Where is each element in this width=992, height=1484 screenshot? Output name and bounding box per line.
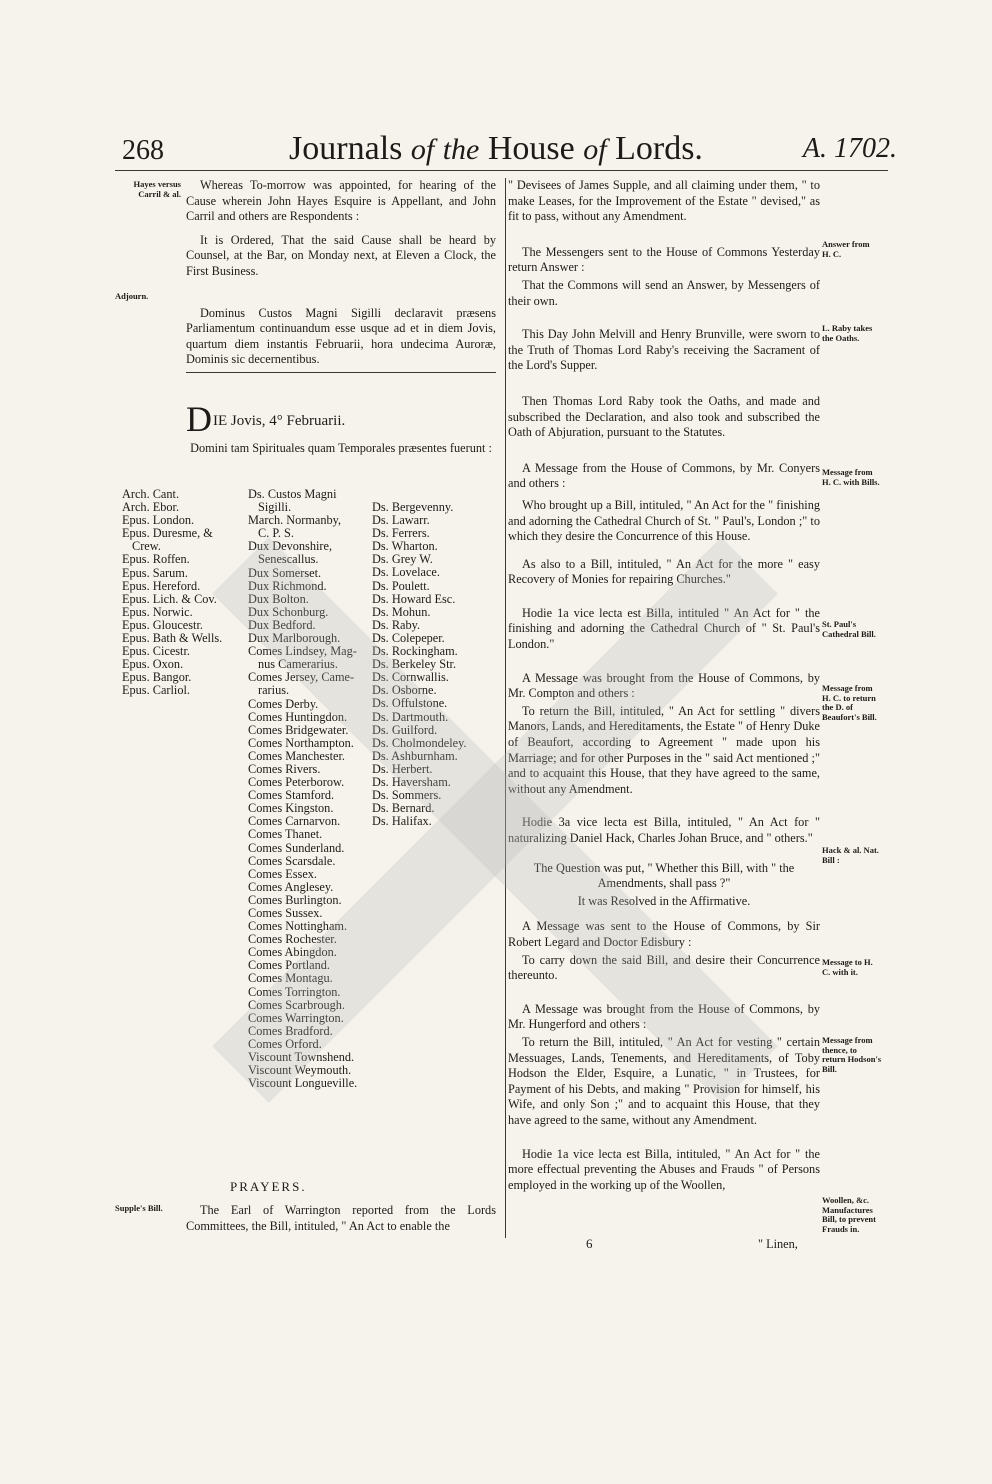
beaufort-bill: To return the Bill, intituled, " An Act for settling " divers Manors, Lands, and Hereditaments, the Estate " of Henry Duke of Beaufort, according to Agreement " made upon his Marriage; and for other Purposes in the " said Act mentioned ;" and to acquaint this House, that they have agreed to the same, without any Amendment. (508, 703, 820, 796)
list-item: Ds. Bergevenny. (372, 500, 454, 514)
hodson-bill: To return the Bill, intituled, " An Act for vesting " certain Messuages, Lands, Tenements, and Hereditaments, of Toby Hodson the Elder, Esquire, a Lunatic, " in Trustees, for Payment of his Debts, and making " Provision for himself, his Wife, and only Son ;" and to acquaint this House, that they have agreed to the same, without any Amendment. (508, 1034, 820, 1127)
list-item: Ds. Guilford. (372, 722, 438, 737)
list-item: Viscount Townshend. (248, 1050, 355, 1065)
list-item: Ds. Mohun. (372, 604, 431, 619)
list-item: Ds. Lawarr. (372, 513, 430, 528)
list-item: March. Normanby, (248, 513, 342, 528)
column-divider (505, 178, 506, 1238)
list-item: Ds. Ashburnham. (372, 748, 458, 763)
list-item: Comes Essex. (248, 866, 317, 881)
list-item: Comes Derby. (248, 696, 319, 711)
title-word: of (410, 133, 435, 166)
woollen-bill: Hodie 1a vice lecta est Billa, intituled, " An Act for " the more effectual preventing the Abuses and Frauds " of Persons employed in the working up of the Woollen, (508, 1146, 820, 1192)
raby-sworn: This Day John Melvill and Henry Brunville, were sworn to the Truth of Thomas Lord Raby's receiving the Sacrament of the Lord's Supper. (508, 327, 820, 373)
list-item: Comes Montagu. (248, 971, 333, 986)
margin-note: Supple's Bill. (115, 1203, 163, 1213)
margin-note: Hayes versus Carril & al. (133, 179, 181, 199)
hayes-paragraph: Whereas To-morrow was appointed, for hearing of the Cause wherein John Hayes Esquire is Appellant, and John Carril and others are Respondents : (186, 178, 496, 224)
margin-note: Hack & al. Nat. Bill : (822, 845, 879, 865)
title-word: Journals (289, 130, 403, 167)
list-item: Epus. London. (122, 513, 195, 528)
title-word: House (487, 130, 575, 167)
list-item: Ds. Dartmouth. (372, 709, 449, 724)
list-item: Epus. Lich. & Cov. (122, 591, 217, 606)
list-item (248, 553, 372, 566)
list-item: Ds. Cornwallis. (372, 670, 449, 685)
list-item: Comes Northampton. (248, 735, 354, 750)
list-item: Comes Huntingdon. (248, 709, 348, 724)
list-item: Comes Torrington. (248, 984, 341, 999)
list-item: Comes Nottingham. (248, 919, 348, 934)
margin-note: Message from thence, to return Hodson's Bill. (822, 1035, 882, 1074)
list-item: Comes Portland. (248, 958, 330, 973)
list-item-cont: Crew. (132, 539, 161, 554)
list-item: Ds. Herbert. (372, 761, 433, 776)
list-item: Ds. Rockingham. (372, 644, 458, 659)
list-item: Epus. Carliol. (122, 683, 190, 698)
list-item: Dux Somerset. (248, 565, 322, 580)
list-item: Ds. Cholmondeley. (372, 735, 467, 750)
catchword: " Linen, (758, 1237, 798, 1251)
list-item: Ds. Wharton. (372, 539, 438, 554)
list-item: Ds. Howard Esc. (372, 591, 456, 606)
list-item: Epus. Duresme, & (122, 526, 213, 541)
margin-note: Message to H. C. with it. (822, 957, 873, 977)
list-item: Comes Carnarvon. (248, 814, 341, 829)
margin-note: Message from H. C. to return the D. of Beaufort's Bill. (822, 683, 877, 722)
day-heading-text: IE Jovis, 4° Februarii. (213, 413, 346, 429)
list-item: Epus. Gloucestr. (122, 617, 203, 632)
list-item-cont: Senescallus. (258, 552, 319, 567)
supple-report (186, 1203, 496, 1236)
list-item: Dux Bedford. (248, 617, 316, 632)
list-item: Ds. Lovelace. (372, 565, 440, 580)
list-item: Ds. Grey W. (372, 552, 433, 567)
carry-down: To carry down the said Bill, and desire their Concurrence thereunto. (508, 952, 820, 983)
question-put: The Question was put, " Whether this Bill, with " the Amendments, shall pass ?" (533, 860, 795, 891)
day-heading (186, 398, 345, 440)
list-item-cont: nus Camerarius. (258, 657, 338, 672)
list-item: Arch. Ebor. (122, 500, 180, 515)
hack-bill: Hodie 3a vice lecta est Billa, intituled, " An Act for " naturalizing Daniel Hack, Charles Johan Bruce, and " others." (508, 815, 820, 845)
list-item: Comes Burlington. (248, 892, 342, 907)
list-item: Epus. Hereford. (122, 578, 201, 593)
list-item: Viscount Longueville. (248, 1076, 358, 1091)
year-heading: A. 1702. (802, 133, 897, 164)
list-item: Epus. Bath & Wells. (122, 631, 223, 646)
list-item: Ds. Bernard. (372, 801, 435, 816)
list-item: Viscount Weymouth. (248, 1063, 352, 1078)
st-pauls-bill: Who brought up a Bill, intituled, " An Act for the " finishing and adorning the Cathedral Church of St. " Paul's, London ;" to which they desire the Concurrence of this House. (508, 497, 820, 544)
list-item: Ds. Berkeley Str. (372, 657, 457, 672)
list-item-cont: rarius. (258, 683, 290, 698)
list-item: Dux Marlborough. (248, 631, 341, 646)
title-word: of (583, 133, 607, 166)
list-item: Ds. Poulett. (372, 578, 430, 593)
order-paragraph: It is Ordered, That the said Cause shall be heard by Counsel, at the Bar, on Monday next, at Eleven a Clock, the First Business. (186, 232, 496, 278)
list-item: Comes Scarsdale. (248, 853, 336, 868)
list-item: Arch. Cant. (122, 487, 180, 501)
margin-note: Message from H. C. with Bills. (822, 467, 880, 487)
prayers-heading: PRAYERS. (230, 1179, 307, 1194)
present-heading: Domini tam Spirituales quam Temporales præsentes fuerunt : (190, 441, 492, 455)
list-item: Comes Bradford. (248, 1023, 333, 1038)
list-item: Ds. Sommers. (372, 788, 442, 803)
list-item: Comes Warrington. (248, 1010, 344, 1025)
message-conyers: A Message from the House of Commons, by Mr. Conyers and others : (508, 460, 820, 491)
list-item: Comes Kingston. (248, 801, 334, 816)
list-item: Comes Abingdon. (248, 945, 337, 960)
list-item: Comes Thanet. (248, 827, 323, 842)
list-item: Comes Stamford. (248, 788, 335, 803)
message-legard: A Message was sent to the House of Commons, by Sir Robert Legard and Doctor Edisbury : (508, 919, 820, 949)
right-column (508, 178, 820, 1195)
list-item: Comes Rochester. (248, 932, 337, 947)
list-item: Comes Scarbrough. (248, 997, 345, 1012)
list-item: Comes Sunderland. (248, 840, 345, 855)
message-compton: A Message was brought from the House of Commons, by Mr. Compton and others : (508, 670, 820, 701)
list-item: Epus. Norwic. (122, 604, 193, 619)
answer-paragraph: The Messengers sent to the House of Commons Yesterday return Answer : (508, 244, 820, 275)
list-item: Ds. Osborne. (372, 683, 437, 698)
adjournment-paragraph: Dominus Custos Magni Sigilli declaravit præsens Parliamentum continuandum esse usque ad et in diem Jovis, quartum diem instantis Februarii, hora undecima Auroræ, Dominis sic decernentibus. (186, 305, 496, 367)
lords-list-spiritual (122, 488, 247, 698)
st-pauls-first-reading: Hodie 1a vice lecta est Billa, intituled " An Act for " the finishing and adorning the Cathedral Church of " St. Paul's London." (508, 605, 820, 652)
list-item: Comes Bridgewater. (248, 722, 349, 737)
list-item: Epus. Roffen. (122, 552, 190, 567)
list-item: Comes Lindsey, Mag- (248, 644, 357, 659)
supple-continuation: " Devisees of James Supple, and all claiming under them, " to make Leases, for the Improvement of the Estate " devised," as fit to pass, without any Amendment. (508, 178, 820, 224)
churches-bill: As also to a Bill, intituled, " An Act for the more " easy Recovery of Monies for repairing Churches." (508, 556, 820, 587)
margin-note: Answer from H. C. (822, 239, 870, 259)
lords-list-barons (372, 501, 496, 828)
list-item: Comes Anglesey. (248, 879, 334, 894)
list-item: Comes Peterborow. (248, 775, 345, 790)
list-item: Comes Manchester. (248, 748, 345, 763)
header-rule (115, 170, 888, 171)
list-item (248, 684, 372, 697)
drop-capital: D (186, 399, 212, 439)
lords-list-temporal (248, 488, 372, 1090)
report-paragraph: The Earl of Warrington reported from the Lords Committees, the Bill, intituled, " An Act to enable the (186, 1203, 496, 1233)
list-item: Ds. Halifax. (372, 814, 432, 829)
list-item: Epus. Sarum. (122, 565, 188, 580)
message-hungerford: A Message was brought from the House of Commons, by Mr. Hungerford and others : (508, 1001, 820, 1032)
list-item: Ds. Colepeper. (372, 630, 445, 645)
page-number: 268 (122, 135, 164, 166)
list-item: Epus. Cicestr. (122, 644, 190, 659)
list-item: Dux Bolton. (248, 591, 309, 606)
list-item: Ds. Offulstone. (372, 696, 448, 711)
list-item: Dux Devonshire, (248, 539, 333, 554)
list-item-cont: Sigilli. (258, 500, 292, 515)
list-item: Dux Richmond. (248, 578, 327, 593)
list-item: Dux Schonburg. (248, 604, 329, 619)
raby-oaths: Then Thomas Lord Raby took the Oaths, and made and subscribed the Declaration, and also took and subscribed the Oath of Abjuration, pursuant to the Statutes. (508, 393, 820, 440)
list-item: Comes Sussex. (248, 906, 323, 920)
section-rule (186, 372, 496, 373)
list-item: Ds. Ferrers. (372, 526, 430, 541)
answer-text: That the Commons will send an Answer, by Messengers of their own. (508, 277, 820, 308)
title-word: the (442, 133, 480, 166)
signature-mark: 6 (586, 1236, 593, 1251)
margin-note: Woollen, &c. Manufactures Bill, to prevent Frauds in. (822, 1195, 876, 1234)
left-column (186, 178, 496, 370)
margin-note: Adjourn. (115, 291, 149, 301)
list-item-cont: C. P. S. (258, 526, 294, 541)
list-item: Epus. Oxon. (122, 657, 184, 672)
list-item: Ds. Custos Magni (248, 487, 337, 501)
list-item: Comes Jersey, Came- (248, 670, 355, 685)
list-item: Ds. Haversham. (372, 774, 451, 789)
list-item: Ds. Raby. (372, 617, 421, 632)
list-item: Comes Orford. (248, 1036, 322, 1051)
list-item: Comes Rivers. (248, 761, 321, 776)
list-item: Epus. Bangor. (122, 670, 192, 685)
title-word: Lords. (615, 130, 703, 167)
resolved: It was Resolved in the Affirmative. (577, 893, 751, 908)
margin-note: L. Raby takes the Oaths. (822, 323, 873, 343)
margin-note: St. Paul's Cathedral Bill. (822, 619, 876, 639)
